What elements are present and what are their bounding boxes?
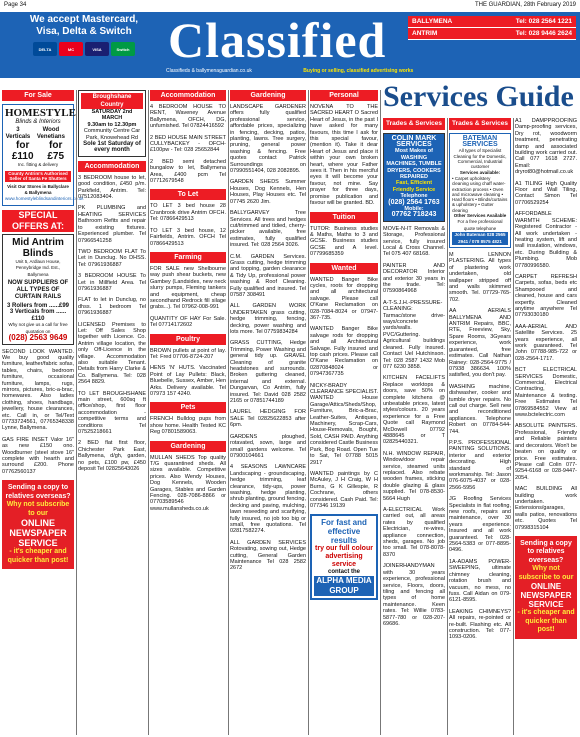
payment-notice (4, 14, 164, 56)
ad-c7-n3: WASHING machine, dishwasher, cooker and tumble dryer repairs. No call out charge. Sell new and reconditioned appliances. Telephone Robert on 07784-544-744. (449, 383, 511, 435)
ad-c4-g3: BALLYGARVEY Tree Services. All trees and hedges cut/trimmed and tidied, cherry-picker available, free estimates, fully qualified insured. Tel: 028 2564 3026. (230, 210, 306, 249)
broughshane-every: Sole 1st Saturday of every month (83, 141, 141, 154)
wood-price: for £75 (47, 140, 65, 163)
online-promo-right[interactable]: Sending a copy to relatives overseas? Why not subscribe to our ONLINE NEWSPAPER SERVICE - it's cheaper and quicker than post! (515, 536, 577, 639)
broughshane-ad (78, 90, 146, 157)
homestyle-note: Inc. fitting & delivery (17, 162, 59, 168)
ad-novena: NOVENA TO THE SACRED HEART O Sacred Heart of Jesus, in the past I have asked for many favours, this time I ask for this special favour, (mention it). Take it dear Heart of Jesus and place it within your own broken heart, where your Father sees it. Then in his merciful eyes it will become your favour, not mine. Say prayer for three days, promise publication and favour will be granted. BD. (310, 104, 378, 207)
col-divider (76, 90, 77, 735)
ad-c3-t1: TO LET 3 bed house 28 Cranbrook drive Antrim OFCH. Tel: 07866429513 (150, 203, 226, 223)
bateman-ad: BATEMAN SERVICES All types of Specialist Cleaning for the Domestic, Commercial, Industrial customer Services available: • Carpet upholstery cleaning using chaff water-extraction process • Oven and microwave cleaning • Hard floors • Blinds/curtains & upholstery • Gutter clearing Other Services Available For a free professional quote telephone John Bateman 028 2565 2941 / 078 8575 4821 (449, 133, 511, 249)
ad-tutor: TUTOR: Business studies & Maths, Maths to 3 and GCSE. Business studies GCSE and A level. 07799685359 (310, 225, 378, 258)
ad-c8-n1: A1 DAMPPROOFING Damp-proofing services, Dry rot, woodworm treatment, penetrating damp and associated building work carried out. Call 077 1618 2727. Email: dryrot80@hotmail.co.uk (515, 118, 577, 176)
ad-c4-g5: ALL GARDEN WORK UNDERTAKEN grass cutting, hedge trimming, fencing, decking, power washing and lots more. Tel 07759834284 (230, 303, 306, 335)
mid-antrim-quote: Why not give us a call for free quotation on (8, 322, 68, 334)
heading-accommodation: Accommodation (78, 161, 146, 172)
broughshane-venue: Community Centre Car Park, Knowehead Rd (83, 128, 141, 141)
mid-antrim-verticals: 3 Verticals from ......£110 (9, 309, 67, 322)
mid-antrim-blinds-ad (2, 234, 74, 345)
col-divider (308, 90, 309, 735)
mid-antrim-address: Unit 5, Ardlaun House, Pennybridge Ind. Est., Ballymena (15, 258, 61, 277)
heading-personal: Personal (310, 90, 378, 101)
services-guide-title: Services Guide (383, 80, 574, 113)
column-trades-1 (383, 118, 445, 735)
ad-c4-g9: 4 SEASONS LAWNCARE Landscaping - groundscaping, hedge trimming, leaf clearance, tidy-ups, power washing, hedge planting, shrub planting, ground fencing, decking and paving, mulching, lawn reseeding and scarifying, fully insured, no job too big or small, free quotations. Tel 02817582274. (230, 464, 306, 535)
ad-c7-n7: LEAKING CHIMNEYS? All repairs, re-pointed or re-built. Flashing etc. All construction. Tel: 077-1093-0206. (449, 608, 511, 641)
heading-to-let: To Let (150, 189, 226, 200)
col-divider (380, 90, 381, 735)
ad-a3: TWO BEDROOM FLAT To Let in Dunclug. No DHSS. Tel: 07961936887 (78, 248, 146, 268)
ad-a4: 3 BEDROOM HOUSE To Let in Millfield Area. Tel 07961936887 (78, 273, 146, 292)
homestyle-website[interactable]: www.homestyleblindsandinteriors.co.uk (5, 196, 84, 202)
ad-c7-n4: P.P.S. PROFESSIONAL PAINTING SOLUTIONS, interior and exterior decorating. High standard of workmanship. Tel: Jason 076-6075-4037 or 028-2566-5956 (449, 439, 511, 491)
ad-c6-m2: PAINTER AND DECORATOR Interior and exterior 30 years in the trade. Tel: 07590864968 (383, 262, 445, 295)
ad-c3-a1: 4 BEDROOM HOUSE TO RENT, Waveney Avenue Ballymena, OFCH, DG, unfurnished. Tel 07824416592 (150, 104, 226, 130)
ad-c8-n3: AFFORDABLE WARMTH SCHEME: Registered Contractor - All work undertaken - heating system, lift and wall insulation, windows, etc. During Building & Plumbing. Mob 07780996580. (515, 211, 577, 269)
ad-c4-g8: GARDENS ploughed, rotavated, sown, large and small gardens welcome. Tel 07900104661 (230, 433, 306, 459)
heading-farming: Farming (150, 252, 226, 263)
ad-w3: NICKY-BRADY CLEARANCE SPECIALIST. WANTED House Garage/Attics/Sheds/Shop, Furniture, Bric-a-Brac, Leather-Suites, Antiques, Machinery, Scrap-Cars, House-Removals, Bought, Sold, CASH PAID. Anything considered Castle Business Park, Bog Road. Open Tue to Sat, Tel 07788 5015 2917 (310, 382, 378, 466)
col-divider (228, 90, 229, 735)
online-promo-left[interactable]: Sending a copy to relatives overseas? Why not subscribe to our ONLINE NEWSPAPER SERVICE - it's cheaper and quicker than post! (2, 480, 74, 569)
card-logos (4, 42, 164, 56)
masthead-email[interactable]: Classifieds & ballymenaguardian.co.uk (166, 68, 252, 74)
ad-a2: PK PLUMBING and HEATING SERVICES Bathroom Refits and repair to existing fixtures. Experienced plumber. Tel 07966541258 (78, 205, 146, 244)
ad-c4-g6: GRASS CUTTING, Hedge Trimming, Power Washing and general tidy up. GRAVEL Cleaning of granite headstones and surrounds. Broken guttering cleaned, internal and external. Dungarvan, Co Antrim, fully insured. Tel: David 028 2582 2165 or 07851744189 (230, 340, 306, 405)
ad-c3-f1: FOR SALE new Shelbourne way push shear buckets, new Gambey (Landsides, new neck slurry pumps, Fleming tankers and equipment, cheap secondhand Redrock fill silage grabs...). Tel 07962-008-991 (150, 265, 226, 311)
column-trades-2 (449, 118, 511, 735)
visa-icon: VISA (85, 42, 109, 56)
mid-antrim-phone[interactable]: (028) 2563 9649 (8, 333, 68, 343)
heading-trades-2: Trades & Services (449, 118, 511, 130)
ad-c3-g1: MULLAN SHEDS Top quality T/G quarantined sheds. All sizes available. Competitive prices. Also Wendy Houses, Dog Kennels, Wooden Garages, Stables and Garden Fencing. 028-7086-8866 or 07703589546 www.mullansheds.co.uk (150, 454, 226, 512)
heading-gardening-2: Gardening (230, 90, 306, 101)
ad-c6-m6: A-ELECTRICAL Work carried out, all areas rates by qualified Electrician, re-wires, appliance connection, sheds, garages. No job too small. Tel 078-8078-8370 (383, 507, 445, 558)
ad-c7-n6: 1A-ADAMS POWER-SWEEPING, ultimate chimney cleaning, rotation brush and vacuum, no mess, no fuss. Call Aidan on 079-6121-8595. (449, 558, 511, 604)
heading-tuition: Tuition (310, 212, 378, 223)
heading-trades-1: Trades & Services (383, 118, 445, 130)
mastercard-icon: MC (59, 42, 83, 56)
col-divider (513, 118, 514, 735)
mid-antrim-rollers: 3 Rollers from ......£99 (6, 303, 70, 310)
homestyle-visit: Visit Our Stores in Ballyclare & Ballymena (7, 183, 69, 196)
ad-a8: 2 BED flat first floor, Chichester Park East, Ballymena, d/gh, garden, no pets, £100 pw, £450 deposit Tel 02825643026 (78, 440, 146, 473)
colin-mark-ad: COLIN MARK SERVICES Most Makes of WASHING MACHINES, TUMBLE DRYERS, COOKERS REPAIRED Fast, Efficient Friendly Service Telephone (028) 2564 1763 Mobile: 07762 718243 (383, 133, 445, 222)
column-personal (310, 90, 378, 735)
col-divider (148, 90, 149, 735)
ad-c8-n2: A1 TILING High Quality Floor and Wall Tiling, Contact Simon Tel 07706529254 (515, 180, 577, 206)
ad-c4-g7: LAUREL HEDGING FOR SALE Tel 02825622853 after 6pm. (230, 409, 306, 429)
ad-gas-fire: GAS FIRE INSET Valor 16" as new £150 ono. Woodburner (steel stove 16" complete with hearth and surround £200. Phone 07762560137 (2, 436, 74, 475)
region-antrim: ANTRIM Tel: 028 9446 2624 (408, 28, 576, 40)
column-accommodation-1 (78, 90, 146, 735)
homestyle-santa-fe: County Antrim's Authorised Seller of Santa Fe Shutters (5, 171, 71, 182)
masthead-banner (0, 12, 580, 78)
masthead-tagline: Buying or selling, classified advertising works (303, 68, 414, 74)
ad-c8-n5: AAA-AERIAL AND Satellite Services. 25 years experience, all work guaranteed. Tel John 07788-985-722 or 028-2564-1717. (515, 323, 577, 362)
ad-c3-t2: TO LET 3 bed house, 12 Fairfields, Antrim. OFCH Tel 07866429513 (150, 227, 226, 247)
ad-c6-m7: JOINERHANDYMAN with 30 years experience, professional service, Floors, doors, tiling and fencing all types of home maintenance. Keen rates. Tel: Willie 0783-5877-780 or 028-207-69686. (383, 563, 445, 627)
heading-for-sale: For Sale (2, 90, 74, 101)
ad-c4-g2: GARDEN SHEDS Summer Houses, Dog Kennels, Hen Houses, Play Houses etc. Tel 07745 2620 Jim. (230, 179, 306, 205)
column-for-sale (2, 90, 84, 735)
ad-a5: FLAT to let in Dunclug, no dhss. 1 bedroom Tel 07961936887 (78, 297, 146, 317)
ad-c6-m3: A-T-S.J.H.-PRESSURE-CLEANING: Tarmac/stone drive-ways/concrete yards/walls. PVC/Guttering. Agricultural buildings cleaned. Fully insured. Contact Uel Hutchinson. Tel: 028 2587 1432 Mob 077 6230 3858. (383, 299, 445, 370)
vert-label: 3 Verticals (5, 127, 31, 140)
ad-c7-n5: JG Roofing Services Specialists in flat roofing, new roofs, repairs and maintenance, over 30 years experience. Insured and all work guaranteed. Tel: 028-2564-5383 or 077-8895-0496. (449, 496, 511, 554)
alpha-media-ad (310, 514, 378, 599)
homestyle-title: HOMESTYLE (5, 107, 76, 119)
ad-c4-g1: LANDSCAPE GARDENER offers fully qualified professional service, affordable prices, specializing in fencing, decking, patios, planting, lawns. Tree surgery, pruning, general power washing & fencing. Free quotes contact Patrick Surroundings on 07990551404, 028 2082895. (230, 104, 306, 175)
heading-gardening: Gardening (150, 441, 226, 452)
ad-w2: WANTED Banger Bike salvage rods for dropping and all Architectural Salvage. Fully insured and top cash prices. Please call O'Kane Reclamation on 02870848024 or 07947367735 (310, 326, 378, 378)
ad-c3-p1: BROWN pullets at point of lay. Tel: Fred 07706-8724-207 (150, 347, 226, 360)
region-phones (408, 16, 576, 40)
heading-wanted: Wanted (310, 263, 378, 274)
ad-c3-p2: HENS 'N' HUTS. Vaccinated Point of Lay Pullets: Black, Bluebelle, Sussex, Amber, Hen Arks. Delivery available. Tel 07973 157 4240. (150, 365, 226, 397)
homestyle-ad (2, 104, 84, 206)
alpha-line3: contact the (327, 569, 360, 576)
mid-antrim-curtain: NOW SUPPLIERS OF ALL TYPES OF CURTAIN RAILS (7, 280, 69, 301)
broughshane-time: 9.30am to 12.30pm (87, 121, 137, 128)
switch-icon: Switch (111, 42, 135, 56)
heading-pets: Pets (150, 402, 226, 413)
ad-second-look: SECOND LOOK WANTED. We buy good quality furniture, leather/fabric sofas, tables, chairs, bedroom furniture, occasional furniture, lamps, rugs, mirrors, pictures, bric-a-brac, homewares. Also ladies clothing, shoes, handbags, jewellery, house clearances, etc. Call in, or Tel/Text 07733724561, 07765348338 Lynne, Ballymena. (2, 348, 74, 432)
page-date: THE GUARDIAN, 28th February 2019 (474, 2, 576, 8)
ad-c3-a3: 2 BED semi detached bungalow to let, Ballymena Area, £400 pcm Tel 07712679548 (150, 158, 226, 185)
column-trades-3 (515, 118, 577, 735)
ad-a7: TO LET BROUGHSHANE main street, 600sq ft office/shop, first floor accommodation - competitive terms and conditions Tel 07525218661 (78, 390, 146, 436)
ad-c6-m1: MOVE-N-IT Removals & Storage, Professional service, fully insured Local & Cross Channel. Tel 075 407 68168. (383, 225, 445, 258)
ad-c8-n6: BCT ELECTRICAL SERVICES Domestic, Commercial, Electrical Contracting, Maintenance & testing. Free Estimates Tel 07869584552 View at www.bctelectric.com (515, 367, 577, 419)
wood-label: Wood Venetians (36, 127, 65, 140)
ad-a1: 3 BEDROOM house to let, good condition, £450 p/m. Parkfield, Antrim. Tel: 07512083404. (78, 174, 146, 201)
masthead-info (166, 68, 413, 74)
section-title: Classified (168, 12, 387, 68)
ad-c8-n7: ABSOLUTE PAINTERS. Professional, Friendly and Reliable painters and decorators. Won't be beaten on quality or price. Free estimates. Please call Colin 077-9254-6168 or 028-9447-2054. (515, 423, 577, 481)
payment-line1: We accept Mastercard, (29, 14, 139, 25)
payment-line2: Visa, Delta & Switch (36, 26, 132, 37)
heading-accommodation-2: Accommodation (150, 90, 226, 101)
homestyle-subtitle: Blinds & Interiors (15, 119, 61, 125)
ad-c4-g10: ALL GARDEN SERVICES Rotovating, sowing out, Hedge cutting, General Garden Maintenance Tel 028 2582 2672 (230, 539, 306, 572)
ad-c3-f2: QUANTITY OF HAY For Sale. Tel 07714172602 (150, 315, 226, 329)
ad-w4: WANTED paintings by C McAuley, J H Craig, W H Burns, G K Gillespie, R Cochrane, others considered. Cash Paid. Tel: 077346 19139 (310, 470, 378, 509)
ad-c3-a2: 2 BED HOUSE MAIN STREET CULLYBACKEY - OFCH- £100pw - Tel: 028 25652844 (150, 134, 226, 154)
alpha-line4: ALPHA MEDIA GROUP (314, 576, 374, 596)
alpha-line2: try our full colour advertising service (315, 545, 373, 569)
ad-c8-n8: MAC BUILDING All building work undertaken. Extensions/garages, walls patios, renovations etc. Quotes Tel 07998315104 (515, 486, 577, 531)
ad-c7-n2: AA AERIALS BALLYMENA AND ANTRIM Repairs, BBC, RTE, Freeview, Sky, Spare Rooms, 3Gyears experience, work guaranteed, free estimates. Call Nathan Rainey: 028-2564-9775 / 07938 386634. 100% satisfied, you don't pay. (449, 308, 511, 379)
ad-c8-n4: CARPET REFRESH Carpets, sofas, beds etc Shampooed and cleaned, house and cars expertly. Cleaned anytime anywhere Tel 07793030180 (515, 273, 577, 319)
column-accommodation-2 (150, 90, 226, 735)
page-number: Page 34 (4, 2, 27, 8)
col-divider (447, 118, 448, 735)
special-offers-heading: SPECIAL OFFERS AT: (2, 210, 74, 232)
ad-w1: WANTED Banger Bike cycles, roots for dropping and all architectural salvage. Please call O'Kane Reclamation on 028-7084-8024 or 07947-367-735. (310, 276, 378, 321)
ad-a6: LICENSED Premises to Let: Off Sales Shop together with Licence. Co. Antrim village location, the only Off-Licence in the village. Accommodation also suitable Tenant. Details from Harry Clarke & Co. Ballymena. Tel: 028 2564 8829. (78, 321, 146, 386)
page-header (0, 0, 580, 12)
region-ballymena: BALLYMENA Tel: 028 2564 1221 (408, 16, 576, 28)
delta-icon: DELTA (33, 42, 57, 56)
broughshane-head: Broughshane Country (81, 93, 143, 109)
ad-c6-m4: KITCHEN FACELIFTS Replace worktops & doors, save 50% on complete kitchens @ unbeatable prices, latest styles/colours. 20 years experience for a Free Quote call Raymond McDowell 07792 4888645 or T 02825440321. (383, 375, 445, 446)
vert-price: for £110 (11, 140, 34, 163)
heading-poultry: Poultry (150, 334, 226, 345)
ad-c6-m5: N.H. WINDOW REPAIR, Window/door repair service, steamed units replaced. Also rebate wooden frames, sticking double glazing & glass supplied. Tel 078-8530-5664 Hugh (383, 450, 445, 502)
ad-c4-g4: C.M. GARDEN Services. Grass cutting, hedge trimming and topping, garden clearance & Tidy Up, professional power washing & Roof Cleaning. Fully qualified and insured. Tel 07587 308491 (230, 253, 306, 298)
broughshane-date: SATURDAY 2nd MARCH (91, 109, 133, 122)
column-gardening (230, 90, 306, 735)
alpha-line1: For fast and effective results (321, 518, 367, 546)
ad-c7-n1: M LENNON PLASTERING. All types of plastering work undertaken, old wallpaper stripped off and walls skimmed smooth. Tel. 07729-765-702. (449, 252, 511, 303)
ad-c3-pt1: FRENCH Bulldog pups from show home. Health Tested KC Reg 07801589063. (150, 416, 226, 436)
mid-antrim-title: Mid Antrim Blinds (12, 236, 64, 259)
